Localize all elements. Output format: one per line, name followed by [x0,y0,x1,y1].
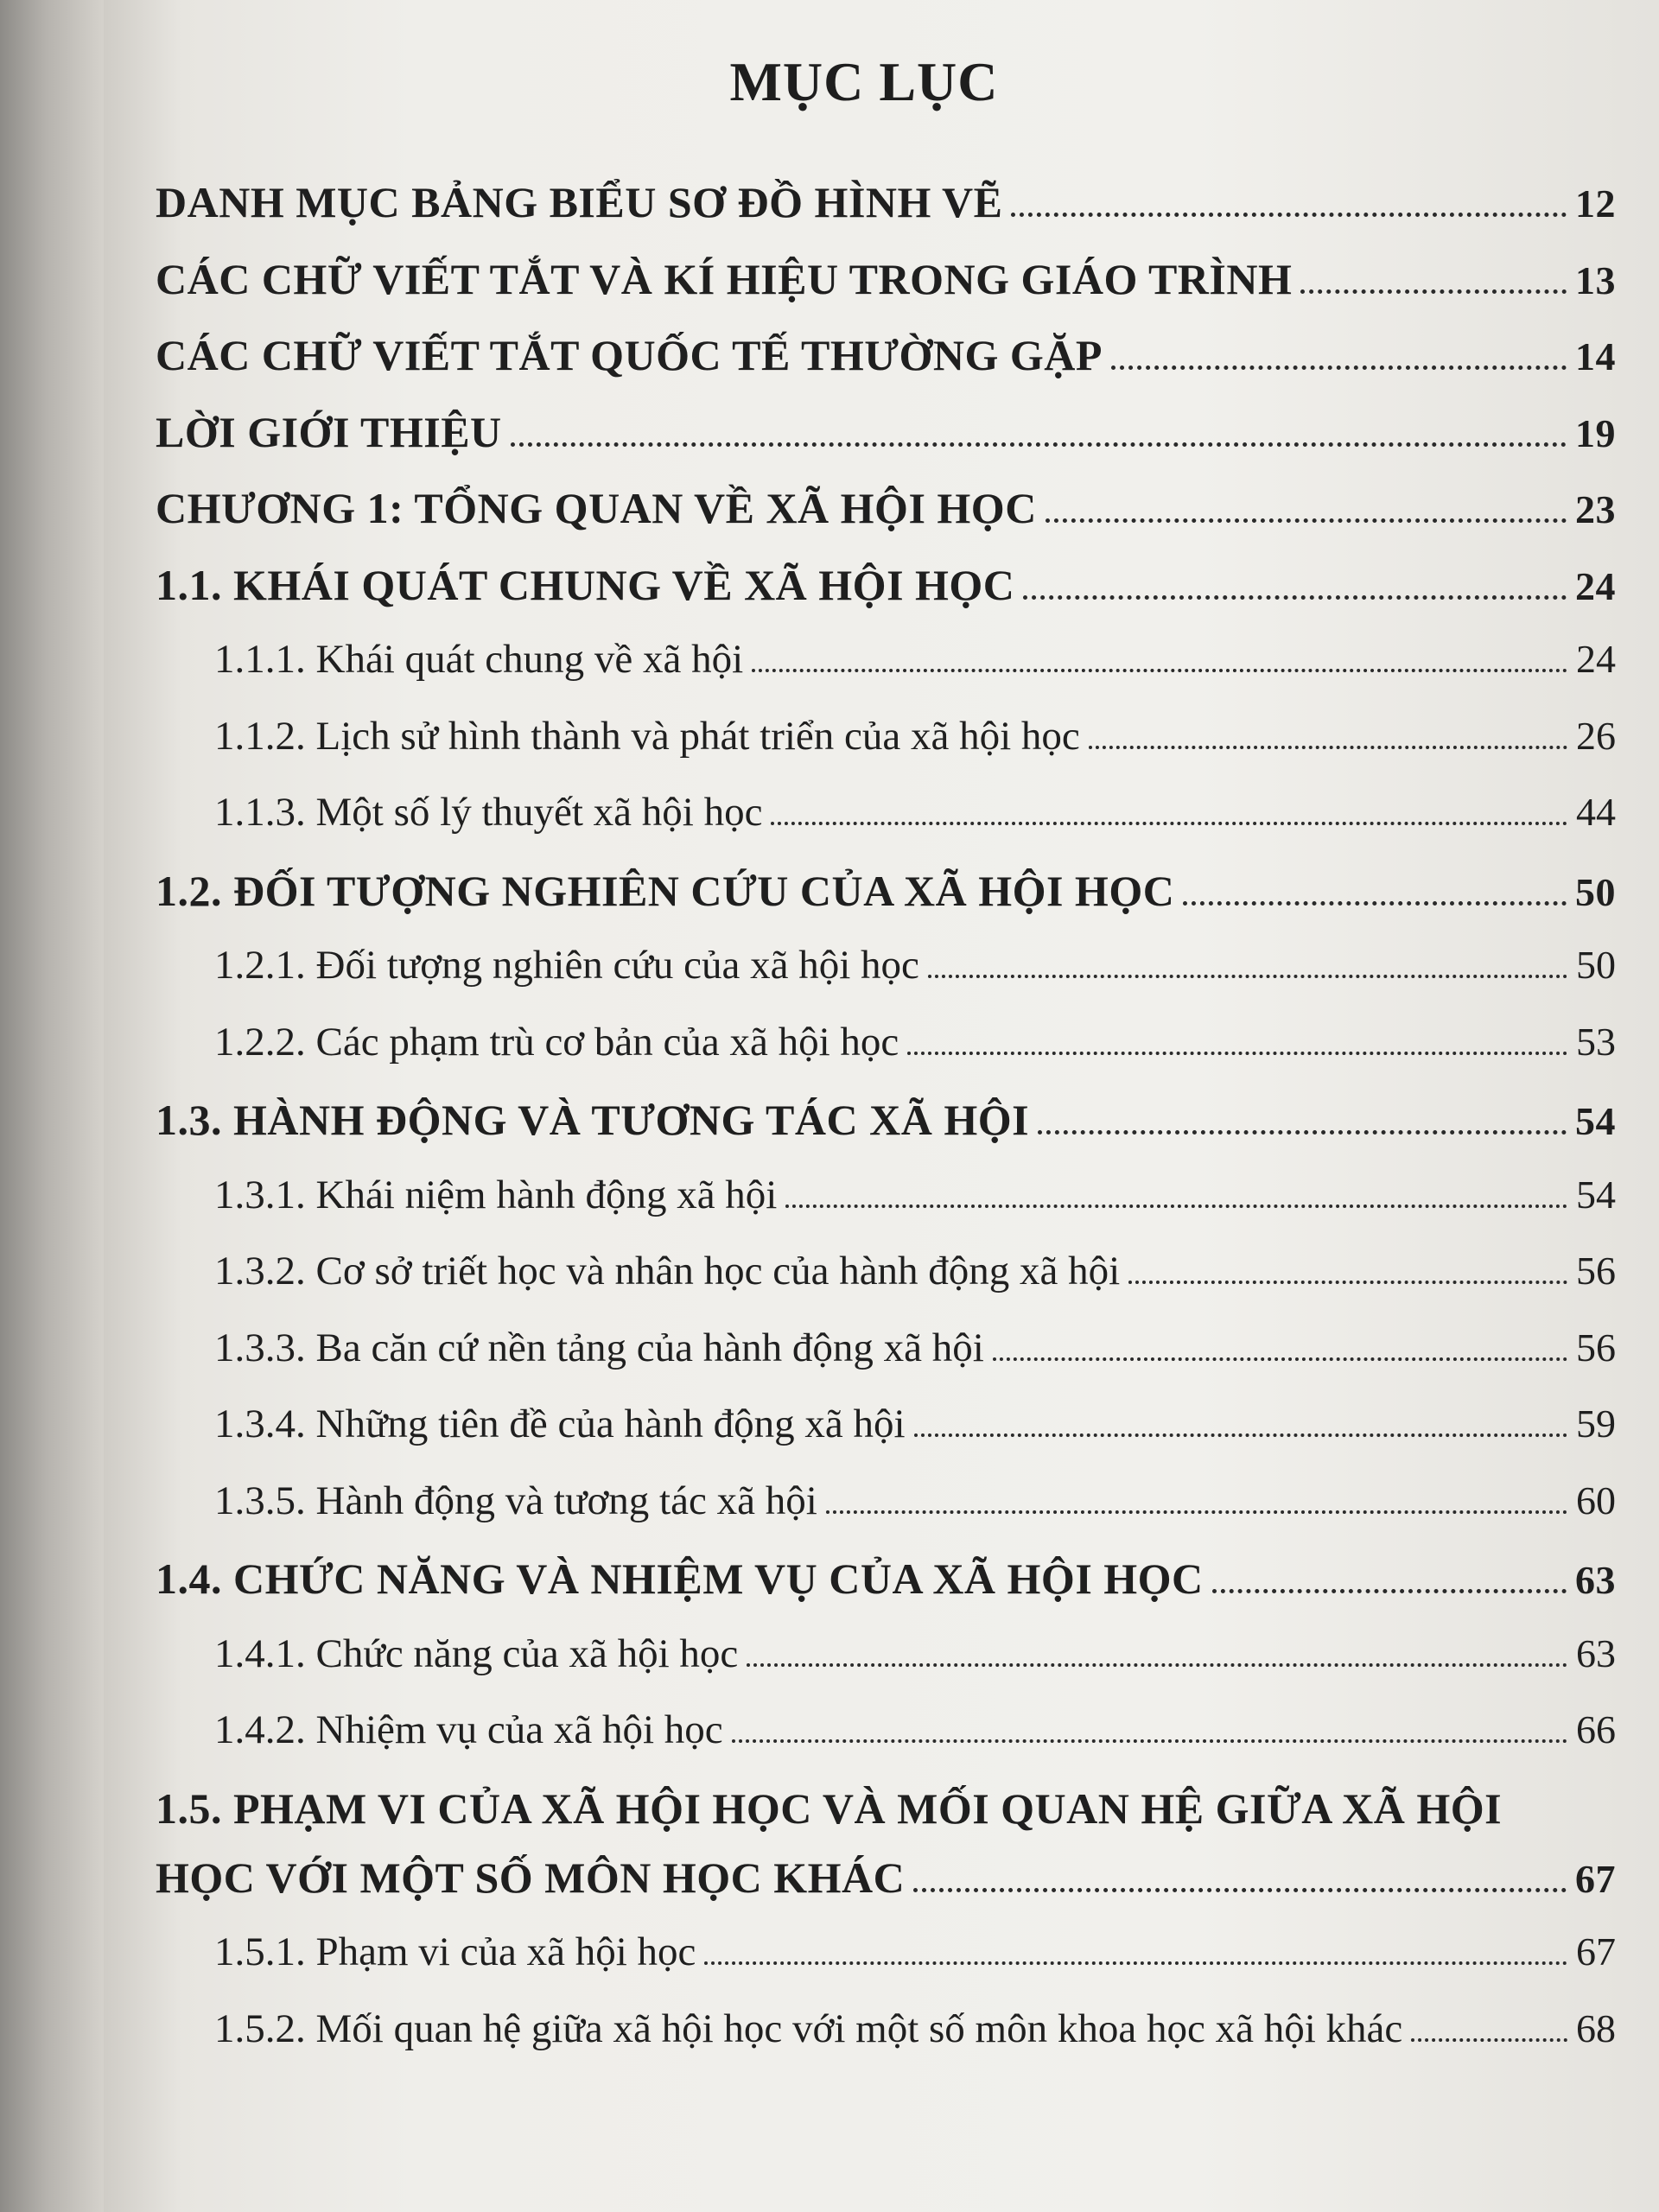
toc-page-number: 54 [1575,1099,1616,1143]
toc-entry-label: 1.5.1. Phạm vi của xã hội học [214,1929,696,1974]
toc-page-number: 66 [1576,1707,1616,1751]
toc-entry-label: CHƯƠNG 1: TỔNG QUAN VỀ XÃ HỘI HỌC [156,484,1037,532]
toc-entry-label: 1.3.3. Ba căn cứ nền tảng của hành động xã hội [214,1325,984,1370]
dot-leader [1046,518,1567,523]
toc-entry-label: 1.4.2. Nhiệm vụ của xã hội học [214,1707,723,1752]
toc-entry [156,407,1616,484]
toc-entry [156,942,1616,1019]
dot-leader [1212,1589,1567,1593]
toc-entry-label: 1.3.4. Những tiên đề của hành động xã hội [214,1402,906,1446]
toc-page-number: 50 [1576,943,1616,987]
toc-entry-label: 1.3.5. Hành động và tương tác xã hội [214,1478,817,1523]
toc-page-number: 12 [1575,181,1616,226]
toc-entry [156,1478,1616,1554]
toc-page-number: 26 [1576,713,1616,758]
dot-leader [993,1357,1567,1361]
toc-entry [156,483,1616,560]
toc-entry-label: 1.5.2. Mối quan hệ giữa xã hội học với một số môn khoa học xã hội khác [214,2005,1403,2051]
toc-page-number: 56 [1576,1249,1616,1293]
toc-page-number: 19 [1575,410,1616,455]
dot-leader [704,1961,1567,1965]
toc-entry [156,866,1616,943]
toc-page-number: 59 [1576,1402,1616,1446]
book-gutter [0,0,104,2212]
toc-page-number: 24 [1576,637,1616,681]
toc-page-number: 60 [1576,1478,1616,1522]
toc-entry-label: 1.3.1. Khái niệm hành động xã hội [214,1172,778,1217]
toc-page-number: 54 [1576,1172,1616,1217]
toc-entry [156,1248,1616,1325]
toc-entry-label: DANH MỤC BẢNG BIỂU SƠ ĐỒ HÌNH VẼ [156,178,1003,226]
toc-entry [156,560,1616,637]
dot-leader [1089,746,1567,749]
dot-leader [1300,289,1567,294]
toc-page-number: 56 [1576,1325,1616,1370]
toc-page-number: 24 [1575,563,1616,608]
dot-leader [1111,365,1567,370]
toc-entry [156,2005,1616,2082]
toc-entry-label: 1.1. KHÁI QUÁT CHUNG VỀ XÃ HỘI HỌC [156,560,1015,609]
toc-entry-label: CÁC CHỮ VIẾT TẮT VÀ KÍ HIỆU TRONG GIÁO TRÌNH [156,254,1293,303]
toc-entry-label: 1.5. PHẠM VI CỦA XÃ HỘI HỌC VÀ MỐI QUAN HỆ GIỮA XÃ HỘI [156,1783,1503,1833]
toc-page-number: 63 [1576,1630,1616,1675]
toc-entry [156,254,1616,331]
toc-page-number: 44 [1576,790,1616,834]
dot-leader [914,1433,1567,1437]
toc-entry [156,713,1616,790]
toc-entry-label: 1.2. ĐỐI TƯỢNG NGHIÊN CỨU CỦA XÃ HỘI HỌC [156,866,1175,915]
toc-entry-label: 1.4.1. Chức năng của xã hội học [214,1630,739,1676]
toc-entry [156,636,1616,713]
toc-entry [156,1095,1616,1172]
toc-entry [156,789,1616,866]
toc-page-number: 67 [1576,1929,1616,1974]
page-title: MỤC LỤC [729,51,999,112]
toc-page-number: 14 [1575,334,1616,378]
toc-entry [156,1707,1616,1783]
toc-entry-label: 1.2.2. Các phạm trù cơ bản của xã hội học [214,1019,899,1065]
toc-page-number: 63 [1575,1558,1616,1602]
table-of-contents [156,177,1616,2082]
dot-leader [1183,901,1567,906]
toc-entry [156,1630,1616,1707]
toc-entry-label: 1.3.2. Cơ sở triết học và nhân học của hành động xã hội [214,1249,1121,1294]
toc-entry-label: LỜI GIỚI THIỆU [156,407,502,456]
toc-entry [156,1325,1616,1402]
toc-page-number: 53 [1576,1019,1616,1064]
toc-entry-label: 1.1.3. Một số lý thuyết xã hội học [214,790,763,835]
toc-entry [156,1554,1616,1630]
dot-leader [511,442,1567,447]
dot-leader [752,669,1567,672]
toc-entry [156,1853,1616,1929]
dot-leader [1023,595,1567,600]
dot-leader [1128,1281,1567,1284]
toc-entry-label: 1.2.1. Đối tượng nghiên cứu của xã hội học [214,943,919,988]
dot-leader [1411,2038,1567,2042]
dot-leader [913,1888,1567,1892]
dot-leader [747,1663,1567,1667]
toc-entry [156,1019,1616,1096]
dot-leader [1038,1130,1567,1135]
toc-page-number: 68 [1576,2005,1616,2050]
toc-entry-label: 1.1.2. Lịch sử hình thành và phát triển của xã hội học [214,713,1080,759]
toc-entry-label: HỌC VỚI MỘT SỐ MÔN HỌC KHÁC [156,1853,906,1902]
toc-entry [156,1401,1616,1478]
toc-page-number: 23 [1575,487,1616,531]
toc-entry [156,1172,1616,1249]
toc-entry-label: 1.3. HÀNH ĐỘNG VÀ TƯƠNG TÁC XÃ HỘI [156,1096,1030,1144]
dot-leader [928,975,1567,978]
toc-page-number: 67 [1575,1856,1616,1901]
toc-page-number: 50 [1575,869,1616,914]
toc-page-number: 13 [1575,257,1616,302]
toc-entry [156,330,1616,407]
toc-entry-label: CÁC CHỮ VIẾT TẮT QUỐC TẾ THƯỜNG GẶP [156,331,1103,379]
dot-leader [826,1510,1567,1514]
toc-entry-label: 1.1.1. Khái quát chung về xã hội [214,637,744,682]
toc-entry [156,1929,1616,2005]
dot-leader [785,1205,1567,1208]
toc-entry [156,1783,1616,1853]
dot-leader [1011,213,1567,217]
dot-leader [732,1739,1567,1743]
dot-leader [771,822,1567,825]
toc-entry-label: 1.4. CHỨC NĂNG VÀ NHIỆM VỤ CỦA XÃ HỘI HỌC [156,1554,1204,1603]
dot-leader [907,1052,1567,1055]
toc-entry [156,177,1616,254]
